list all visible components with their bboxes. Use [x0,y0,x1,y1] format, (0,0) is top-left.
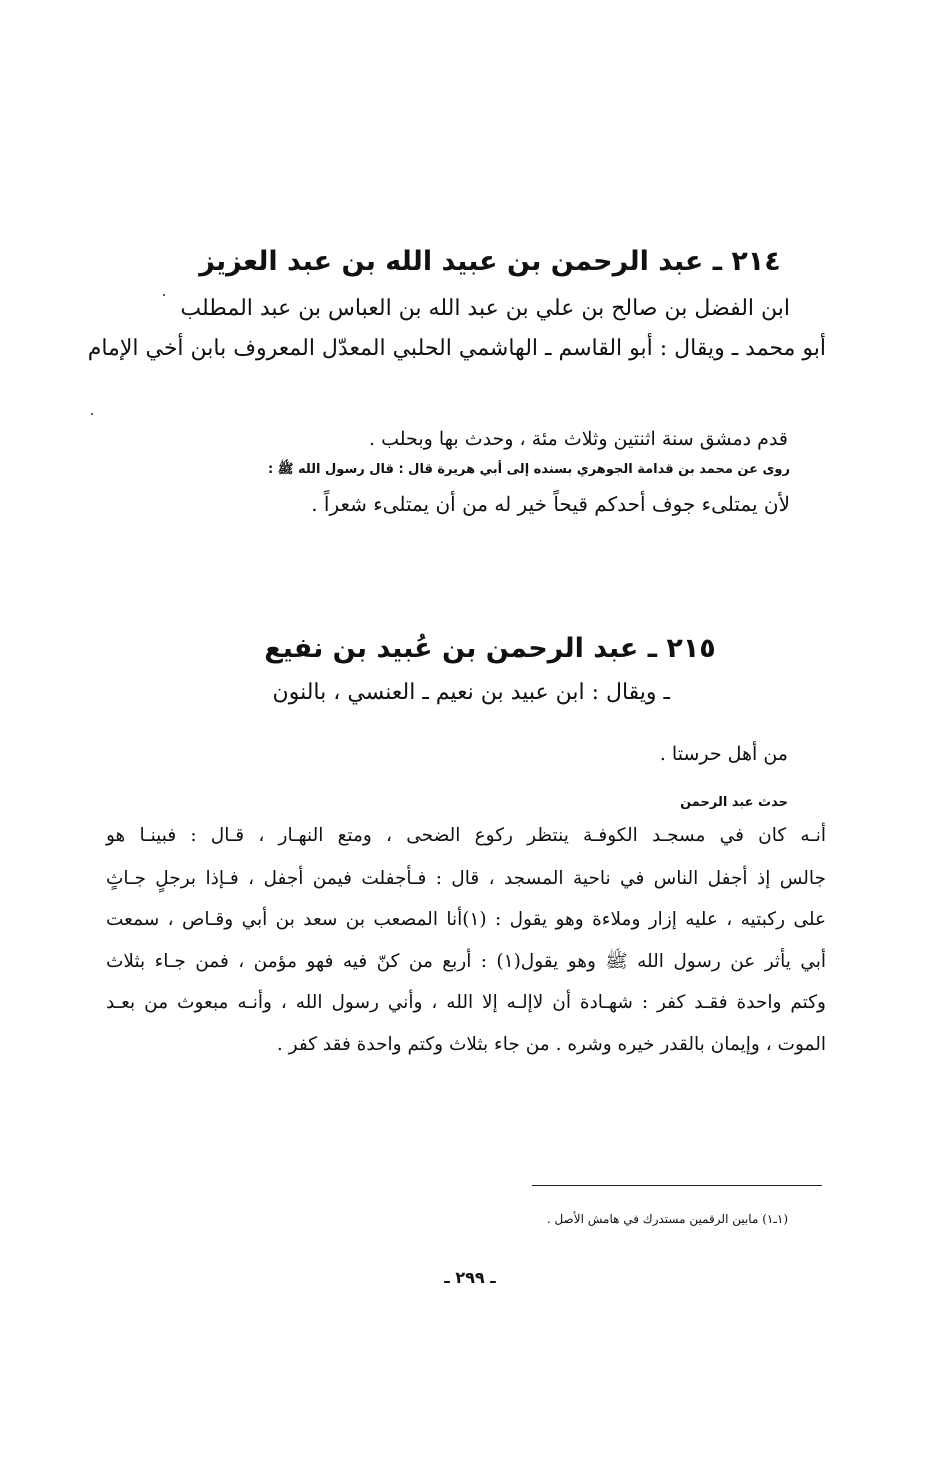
entry-214-lineage-line-1: ابن الفضل بن صالح بن علي بن عبد الله بن العباس بن عبد المطلب [180,296,790,321]
scan-speck [163,294,165,296]
paragraph-line: على ركبتيه ، عليه إزار وملاءة وهو يقول : (١)أنا المصعب بن سعد بن أبي وقـاص ، سمعت [106,909,826,930]
page-number: ـ ٢٩٩ ـ [444,1268,496,1287]
footnote: (١ـ١) مابين الرقمين مستدرك في هامش الأصل . [546,1212,788,1226]
paragraph-line: أبي يأثر عن رسول الله ﷺ وهو يقول(١) : أربع من كنّ فيه فهو مؤمن ، فمن جـاء بثلاث [106,951,826,972]
paragraph-line: وكتم واحدة فقـد كفر : شهـادة أن لاإلـه إلا الله ، وأني رسول الله ، وأنـه مبعوث من بعـد [106,992,826,1013]
entry-214-isnad: روى عن محمد بن قدامة الجوهري بسنده إلى أبي هريرة قال : قال رسول الله ﷺ : [268,462,790,477]
entry-215-alt-name: ـ ويقال : ابن عبيد بن نعيم ـ العنسي ، بالنون [272,680,670,705]
entry-214-hadith: لأن يمتلىء جوف أحدكم قيحاً خير له من أن يمتلىء شعراً . [311,492,790,516]
paragraph-line: الموت ، وإيمان بالقدر خيره وشره . من جاء بثلاث وكتم واحدة فقد كفر . [276,1034,826,1055]
paragraph-line: أنـه كان في مسجـد الكوفـة ينتظر ركوع الضحى ، ومتع النهـار ، قـال : فبينـا هو [106,825,826,846]
entry-214-title: ٢١٤ ـ عبد الرحمن بن عبيد الله بن عبد العزيز [199,246,781,277]
entry-215-title: ٢١٥ ـ عبد الرحمن بن عُبيد بن نفيع [264,633,716,664]
entry-215-narrator-label: حدث عبد الرحمن [680,795,788,810]
entry-215-origin: من أهل حرستا . [659,743,788,765]
paragraph-line: جالس إذ أجفل الناس في ناحية المسجد ، قال : فـأجفلت فيمن أجفل ، فـإذا برجلٍ جـاثٍ [106,868,826,889]
scan-speck [91,413,93,415]
entry-214-lineage-line-2: أبو محمد ـ ويقال : أبو القاسم ـ الهاشمي الحلبي المعدّل المعروف بابن أخي الإمام [87,336,826,361]
entry-214-bio: قدم دمشق سنة اثنتين وثلاث مئة ، وحدث بها وبحلب . [369,428,788,450]
footnote-divider [532,1185,822,1186]
